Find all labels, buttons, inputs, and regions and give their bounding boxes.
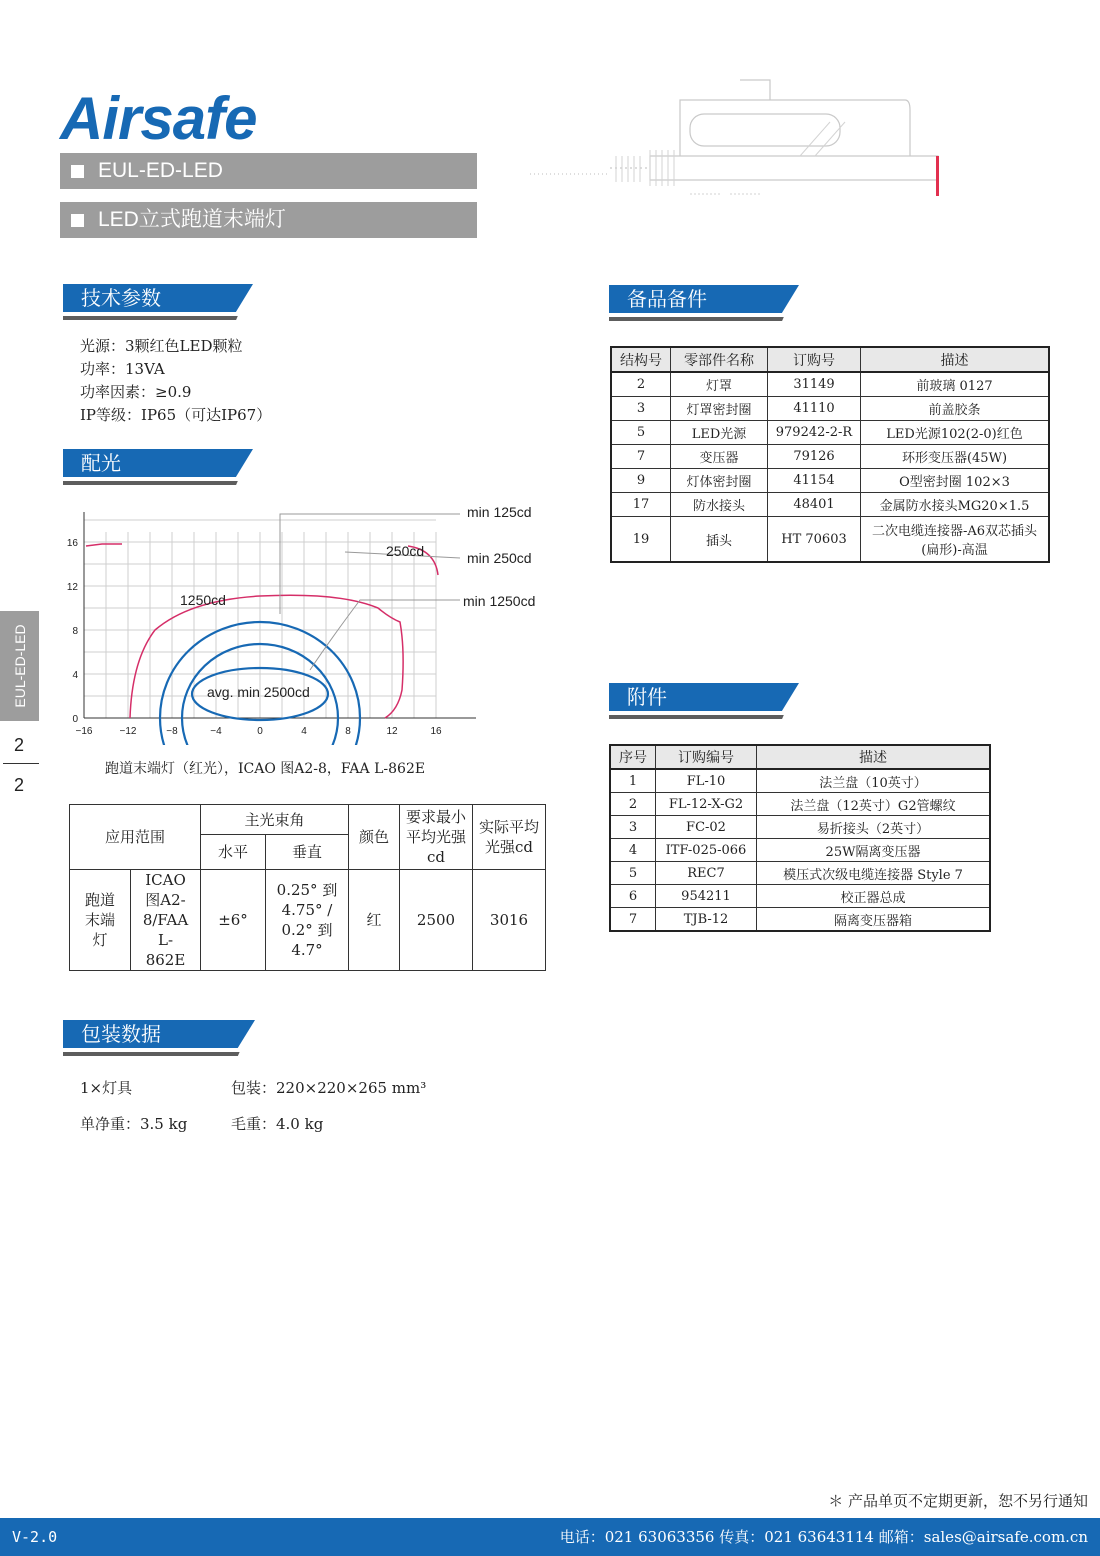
scope-type: 跑道末端灯 bbox=[70, 870, 131, 971]
model-banner bbox=[60, 153, 477, 189]
table-cell: TJB-12 bbox=[656, 908, 757, 932]
spec-light-source: 光源：3颗红色LED颗粒 bbox=[80, 337, 243, 355]
spares-section-header bbox=[609, 285, 799, 321]
x-tick-label: 0 bbox=[257, 726, 263, 737]
header-description: 描述 bbox=[757, 745, 991, 769]
footer-bar bbox=[0, 1518, 1100, 1556]
table-cell: 979242-2-R bbox=[768, 421, 861, 445]
packing-qty: 1×灯具 bbox=[80, 1079, 133, 1097]
spec-power: 功率：13VA bbox=[80, 360, 165, 378]
table-cell: 防水接头 bbox=[671, 493, 768, 517]
isocandela-chart bbox=[60, 500, 550, 745]
actual-value: 3016 bbox=[473, 870, 546, 971]
table-row bbox=[611, 493, 1049, 517]
airport-layout-diagram bbox=[530, 70, 950, 210]
x-tick-label: −8 bbox=[166, 726, 178, 737]
table-cell: 954211 bbox=[656, 885, 757, 908]
contour-label-1250cd: 1250cd bbox=[180, 592, 226, 608]
spares-table bbox=[610, 346, 1050, 563]
table-cell: 48401 bbox=[768, 493, 861, 517]
table-cell: 前玻璃 0127 bbox=[861, 372, 1050, 397]
product-name: LED立式跑道末端灯 bbox=[98, 208, 286, 231]
required-value: 2500 bbox=[400, 870, 473, 971]
table-row bbox=[610, 816, 990, 839]
packing-size: 包装：220×220×265 mm³ bbox=[231, 1079, 427, 1097]
table-cell: 9 bbox=[611, 469, 671, 493]
light-section-header bbox=[63, 449, 253, 485]
page-total: 2 bbox=[13, 775, 24, 795]
table-cell: 3 bbox=[610, 816, 656, 839]
table-cell: 7 bbox=[610, 908, 656, 932]
table-cell: 校正器总成 bbox=[757, 885, 991, 908]
table-cell: 5 bbox=[610, 862, 656, 885]
version: V-2.0 bbox=[12, 1528, 58, 1546]
header-order-code: 订购编号 bbox=[656, 745, 757, 769]
x-tick-label: −12 bbox=[119, 726, 137, 737]
light-title: 配光 bbox=[81, 451, 121, 475]
y-tick-label: 4 bbox=[72, 670, 78, 681]
table-cell: 7 bbox=[611, 445, 671, 469]
spec-ip-rating: IP等级：IP65（可达IP67） bbox=[80, 406, 272, 424]
packing-net-weight: 单净重：3.5 kg bbox=[80, 1115, 188, 1133]
contour-label-2500cd: avg. min 2500cd bbox=[207, 684, 310, 700]
accessories-table bbox=[609, 744, 991, 932]
table-row bbox=[611, 445, 1049, 469]
x-tick-label: −16 bbox=[75, 726, 93, 737]
packing-title: 包装数据 bbox=[81, 1022, 161, 1046]
header-color: 颜色 bbox=[349, 805, 400, 870]
x-tick-label: 4 bbox=[301, 726, 307, 737]
runway-end-lights-highlight bbox=[936, 156, 939, 196]
table-cell: HT 70603 bbox=[768, 517, 861, 563]
table-row bbox=[610, 862, 990, 885]
table-cell: 二次电缆连接器-A6双芯插头(扁形)-高温 bbox=[861, 517, 1050, 563]
update-note: ＊ 产品单页不定期更新，恕不另行通知 bbox=[828, 1492, 1088, 1510]
table-cell: 插头 bbox=[671, 517, 768, 563]
table-cell: 模压式次级电缆连接器 Style 7 bbox=[757, 862, 991, 885]
header-scope: 应用范围 bbox=[70, 805, 201, 870]
table-cell: 法兰盘（10英寸） bbox=[757, 769, 991, 793]
application-table bbox=[69, 804, 546, 971]
legend-min-1250cd: min 1250cd bbox=[463, 593, 536, 609]
model-name: EUL-ED-LED bbox=[98, 159, 223, 182]
table-cell: 易折接头（2英寸） bbox=[757, 816, 991, 839]
specs-section-header bbox=[63, 284, 253, 320]
table-cell: FC-02 bbox=[656, 816, 757, 839]
table-cell: 灯罩密封圈 bbox=[671, 397, 768, 421]
page-divider bbox=[3, 763, 39, 764]
page-number: 2 bbox=[13, 735, 24, 755]
y-tick-label: 12 bbox=[66, 582, 78, 593]
x-tick-label: 12 bbox=[386, 726, 398, 737]
table-cell: REC7 bbox=[656, 862, 757, 885]
x-tick-label: 8 bbox=[345, 726, 351, 737]
table-cell: 灯罩 bbox=[671, 372, 768, 397]
table-cell: 41110 bbox=[768, 397, 861, 421]
x-tick-label: 16 bbox=[430, 726, 442, 737]
specs-title: 技术参数 bbox=[81, 286, 161, 310]
table-cell: 隔离变压器箱 bbox=[757, 908, 991, 932]
table-row bbox=[610, 885, 990, 908]
table-cell: 灯体密封圈 bbox=[671, 469, 768, 493]
square-bullet-icon bbox=[71, 165, 84, 178]
header-part-name: 零部件名称 bbox=[671, 347, 768, 372]
table-cell: ITF-025-066 bbox=[656, 839, 757, 862]
table-cell: 5 bbox=[611, 421, 671, 445]
color-value: 红 bbox=[349, 870, 400, 971]
spec-power-factor: 功率因素：≥0.9 bbox=[80, 383, 192, 401]
table-cell: 3 bbox=[611, 397, 671, 421]
header-actual: 实际平均光强cd bbox=[473, 805, 546, 870]
table-cell: 法兰盘（12英寸）G2管螺纹 bbox=[757, 793, 991, 816]
table-cell: FL-10 bbox=[656, 769, 757, 793]
header-required: 要求最小平均光强cd bbox=[400, 805, 473, 870]
contact-info: 电话：021 63063356 传真：021 63643114 邮箱：sales@airsafe.com.cn bbox=[559, 1528, 1088, 1546]
accessories-section-header bbox=[609, 683, 799, 719]
table-cell: 19 bbox=[611, 517, 671, 563]
side-tab bbox=[0, 611, 39, 721]
table-row bbox=[611, 372, 1049, 397]
contour-red-top-left bbox=[86, 544, 122, 546]
table-cell: 2 bbox=[610, 793, 656, 816]
header-vertical: 垂直 bbox=[266, 835, 349, 870]
table-cell: 变压器 bbox=[671, 445, 768, 469]
table-cell: 25W隔离变压器 bbox=[757, 839, 991, 862]
table-cell: O型密封圈 102×3 bbox=[861, 469, 1050, 493]
table-cell: LED光源102(2-0)红色 bbox=[861, 421, 1050, 445]
table-cell: 1 bbox=[610, 769, 656, 793]
table-row bbox=[611, 517, 1049, 563]
table-cell: LED光源 bbox=[671, 421, 768, 445]
table-cell: 6 bbox=[610, 885, 656, 908]
table-cell: 31149 bbox=[768, 372, 861, 397]
table-row bbox=[610, 839, 990, 862]
y-tick-label: 8 bbox=[72, 626, 78, 637]
table-row bbox=[70, 870, 546, 971]
legend-min-125cd: min 125cd bbox=[467, 504, 532, 520]
brand-logo: Airsafe bbox=[60, 85, 257, 152]
chart-caption: 跑道末端灯（红光），ICAO 图A2-8，FAA L-862E bbox=[105, 761, 426, 777]
spares-title: 备品备件 bbox=[627, 287, 707, 311]
table-row bbox=[610, 793, 990, 816]
header-order-no: 订购号 bbox=[768, 347, 861, 372]
header-beam: 主光束角 bbox=[201, 805, 349, 835]
header-seq-no: 序号 bbox=[610, 745, 656, 769]
vertical-angle: 0.25° 到4.75° / 0.2° 到4.7° bbox=[266, 870, 349, 971]
product-banner bbox=[60, 202, 477, 238]
horizontal-angle: ±6° bbox=[201, 870, 266, 971]
table-row bbox=[611, 421, 1049, 445]
table-row bbox=[610, 908, 990, 932]
side-tab-label: EUL-ED-LED bbox=[11, 624, 28, 708]
header-horizontal: 水平 bbox=[201, 835, 266, 870]
table-cell: 金属防水接头MG20×1.5 bbox=[861, 493, 1050, 517]
table-cell: 41154 bbox=[768, 469, 861, 493]
accessories-title: 附件 bbox=[627, 685, 667, 709]
table-row bbox=[611, 397, 1049, 421]
table-row bbox=[610, 769, 990, 793]
packing-section-header bbox=[63, 1020, 255, 1056]
scope-standard: ICAO 图A2-8/FAA L-862E bbox=[131, 870, 201, 971]
table-cell: 17 bbox=[611, 493, 671, 517]
header-description: 描述 bbox=[861, 347, 1050, 372]
y-tick-label: 16 bbox=[66, 538, 78, 549]
table-cell: 79126 bbox=[768, 445, 861, 469]
table-cell: FL-12-X-G2 bbox=[656, 793, 757, 816]
square-bullet-icon bbox=[71, 214, 84, 227]
x-tick-label: −4 bbox=[210, 726, 222, 737]
spec-list bbox=[80, 335, 271, 427]
packing-gross-weight: 毛重：4.0 kg bbox=[231, 1115, 324, 1133]
y-tick-label: 0 bbox=[72, 714, 78, 725]
table-cell: 环形变压器(45W) bbox=[861, 445, 1050, 469]
contour-label-250cd: 250cd bbox=[386, 543, 425, 559]
table-cell: 4 bbox=[610, 839, 656, 862]
table-cell: 2 bbox=[611, 372, 671, 397]
table-cell: 前盖胶条 bbox=[861, 397, 1050, 421]
header-structure-no: 结构号 bbox=[611, 347, 671, 372]
table-row bbox=[611, 469, 1049, 493]
legend-min-250cd: min 250cd bbox=[467, 550, 532, 566]
